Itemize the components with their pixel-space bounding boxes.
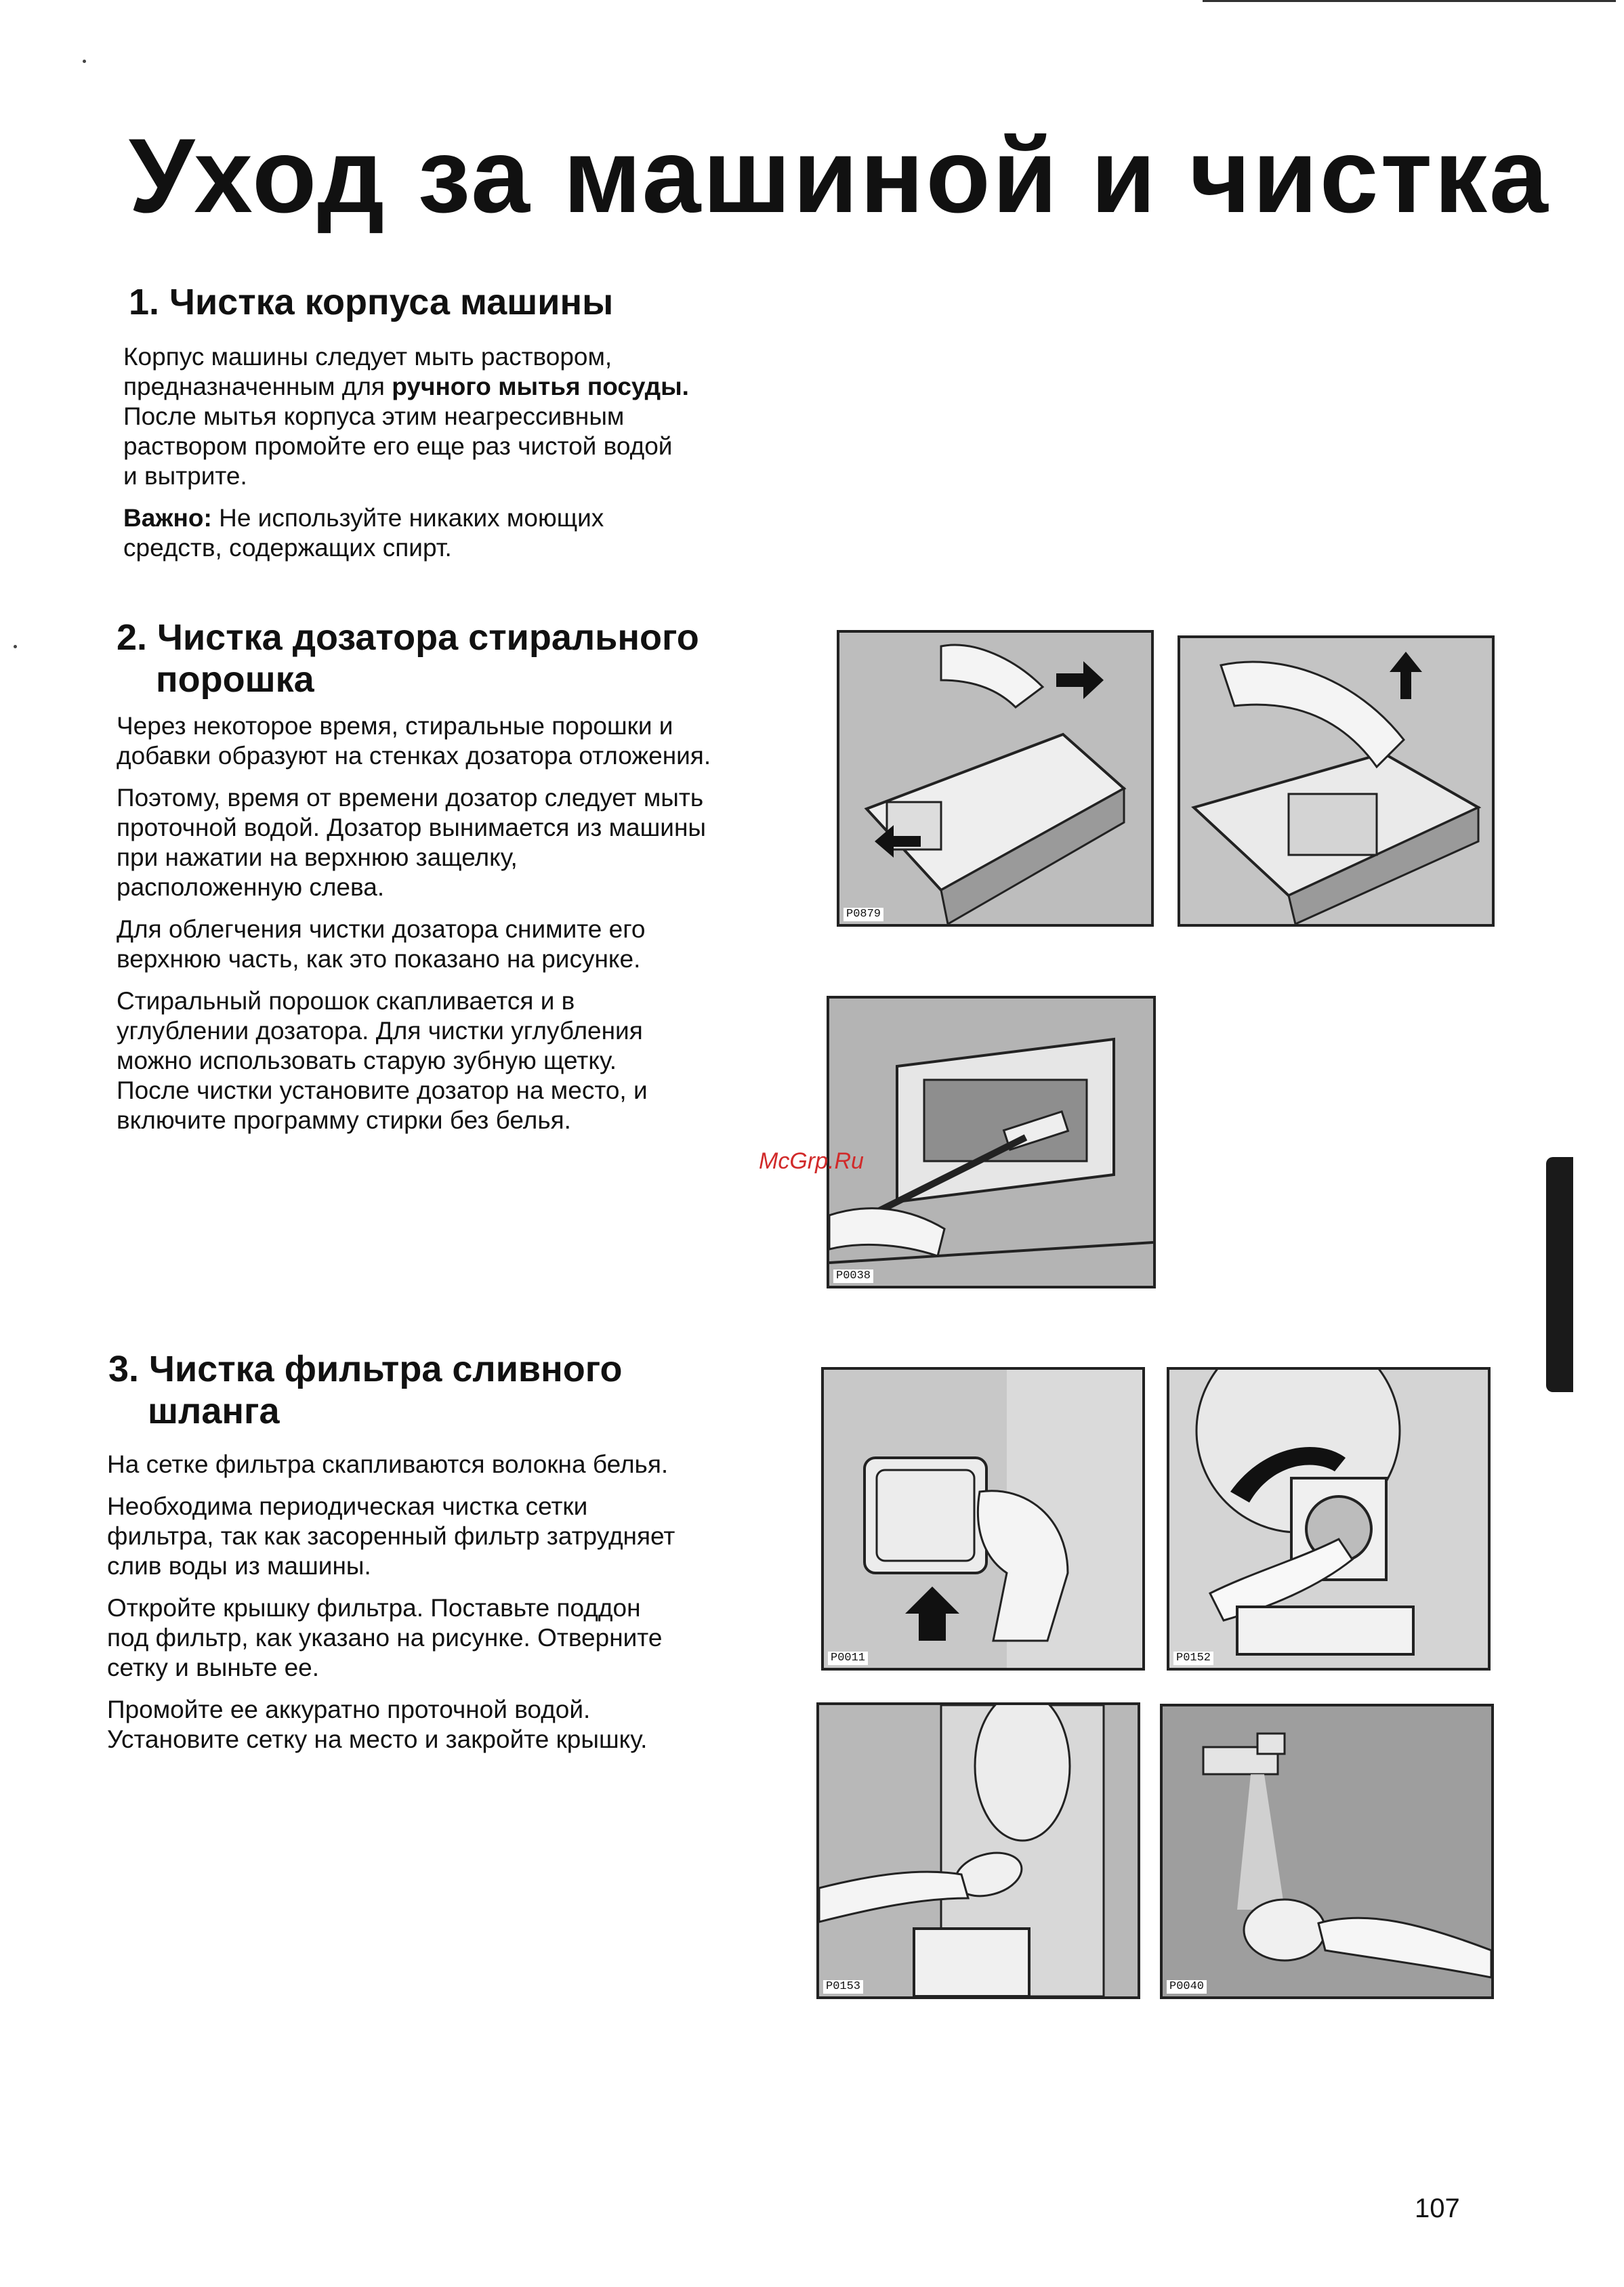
section2-paragraph3	[117, 915, 711, 974]
text-line: Необходима периодическая чистка сетки	[107, 1492, 588, 1520]
scan-speck	[14, 645, 17, 648]
section1-paragraph1	[123, 342, 689, 491]
text-line: включите программу стирки без белья.	[117, 1106, 571, 1134]
text-line: Стиральный порошок скапливается и в	[117, 987, 575, 1015]
section-tab-marker	[1546, 1157, 1573, 1392]
text-line: После чистки установите дозатор на место, и	[117, 1076, 648, 1104]
section3-body	[107, 1450, 675, 1755]
photo-code: P0152	[1173, 1652, 1213, 1665]
section1-paragraph2	[123, 503, 689, 563]
photo-code: P0153	[823, 1980, 863, 1994]
text-line: раствором промойте его еще раз чистой водой	[123, 432, 673, 460]
photo-toothbrush-cleaning	[827, 996, 1156, 1288]
photo-dispenser-removal	[837, 630, 1154, 927]
heading-line: 3. Чистка фильтра сливного	[108, 1349, 623, 1389]
text-line: средств, содержащих спирт.	[123, 534, 452, 562]
section2-paragraph2	[117, 783, 711, 902]
photo-rinse-filter	[1160, 1704, 1494, 1999]
section2-paragraph1	[117, 711, 711, 771]
text-line: Установите сетку на место и закройте крышку.	[107, 1725, 648, 1753]
section3-paragraph2	[107, 1492, 675, 1581]
heading-line: шланга	[148, 1391, 280, 1431]
photo-open-filter-cover	[821, 1367, 1145, 1671]
text-line: и вытрите.	[123, 462, 247, 490]
section3-heading	[108, 1348, 622, 1432]
text-line: слив воды из машины.	[107, 1552, 371, 1580]
photo-code: P0879	[844, 908, 883, 921]
text-line: Откройте крышку фильтра. Поставьте поддон	[107, 1594, 641, 1622]
heading-line: порошка	[156, 659, 314, 700]
text-line: расположенную слева.	[117, 873, 385, 901]
photo-code: P0038	[833, 1270, 873, 1283]
section1-body	[123, 342, 689, 563]
section1-heading: 1. Чистка корпуса машины	[129, 282, 614, 322]
text-line: сетку и выньте ее.	[107, 1654, 320, 1681]
photo-dispenser-top-removal	[1178, 635, 1495, 927]
text-line: верхнюю часть, как это показано на рисунке.	[117, 945, 641, 973]
page-title: Уход за машиной и чистка	[129, 117, 1550, 235]
photo-remove-filter-screen	[816, 1702, 1140, 1999]
section2-paragraph4	[117, 986, 711, 1135]
section3-paragraph3	[107, 1593, 675, 1683]
bold-text: ручного мытья посуды.	[392, 373, 689, 400]
text-line: После мытья корпуса этим неагрессивным	[123, 402, 625, 430]
photo-unscrew-filter	[1167, 1367, 1491, 1671]
text-line: Не используйте никаких моющих	[211, 504, 604, 532]
photo-code: P0011	[828, 1652, 868, 1665]
text-line: добавки образуют на стенках дозатора отложения.	[117, 742, 711, 770]
text-line: предназначенным для	[123, 373, 392, 400]
scan-speck	[83, 60, 86, 63]
photo-code: P0040	[1167, 1980, 1207, 1994]
text-line: Корпус машины следует мыть раствором,	[123, 343, 612, 371]
section2-body	[117, 711, 711, 1135]
text-line: можно использовать старую зубную щетку.	[117, 1047, 617, 1074]
text-line: Промойте ее аккуратно проточной водой.	[107, 1696, 591, 1723]
text-line: проточной водой. Дозатор вынимается из машины	[117, 814, 707, 841]
text-line: фильтра, так как засоренный фильтр затрудняет	[107, 1522, 675, 1550]
page-number: 107	[1415, 2194, 1460, 2223]
text-line: На сетке фильтра скапливаются волокна белья.	[107, 1450, 669, 1478]
text-line: углублении дозатора. Для чистки углубления	[117, 1017, 643, 1045]
bold-text: Важно:	[123, 504, 212, 532]
text-line: при нажатии на верхнюю защелку,	[117, 843, 518, 871]
text-line: Поэтому, время от времени дозатор следует мыть	[117, 784, 704, 812]
section3-paragraph1	[107, 1450, 675, 1480]
text-line: Через некоторое время, стиральные порошки и	[117, 712, 673, 740]
section2-heading	[117, 616, 699, 700]
text-line: Для облегчения чистки дозатора снимите его	[117, 915, 646, 943]
top-rule	[1203, 0, 1616, 2]
watermark: McGrp.Ru	[759, 1148, 864, 1174]
section3-paragraph4	[107, 1695, 675, 1755]
heading-line: 2. Чистка дозатора стирального	[117, 617, 699, 658]
text-line: под фильтр, как указано на рисунке. Отверните	[107, 1624, 663, 1652]
